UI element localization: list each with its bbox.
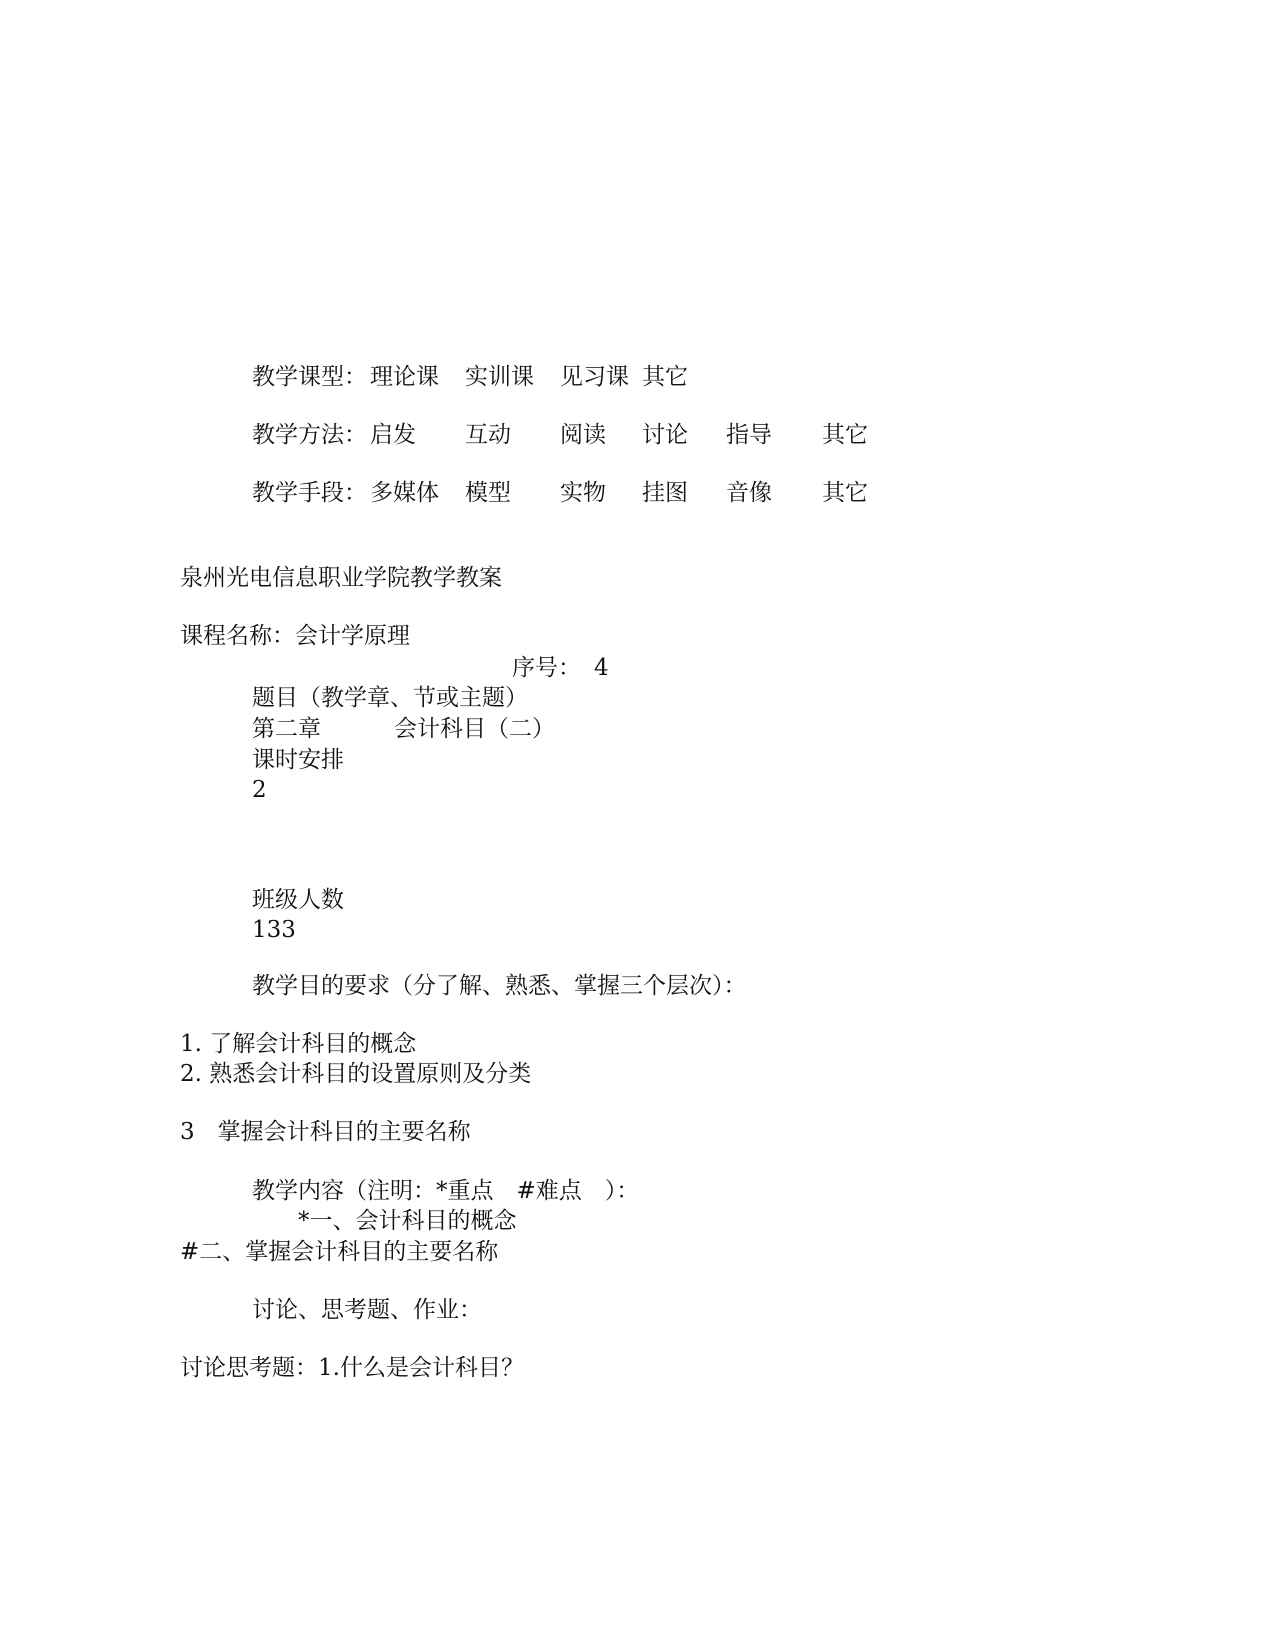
sequence-row xyxy=(512,653,712,683)
teaching-means-option: 实物 xyxy=(560,480,606,506)
topic-chapter: 第二章 xyxy=(252,716,321,742)
school-title: 泉州光电信息职业学院教学教案 xyxy=(180,565,502,591)
topic-label: 题目（教学章、节或主题） xyxy=(252,685,528,711)
course-type-label: 教学课型： xyxy=(252,364,367,390)
teaching-means-row xyxy=(252,478,952,508)
sequence-value: 4 xyxy=(594,655,609,681)
course-name: 课程名称：会计学原理 xyxy=(180,623,410,649)
objective-item: 3 掌握会计科目的主要名称 xyxy=(180,1119,471,1145)
course-type-row xyxy=(252,362,952,392)
hours-value: 2 xyxy=(252,777,267,803)
class-size-label: 班级人数 xyxy=(252,887,344,913)
objectives-heading: 教学目的要求（分了解、熟悉、掌握三个层次）： xyxy=(252,973,747,999)
topic-title: 会计科目（二） xyxy=(394,716,555,742)
content-heading: 教学内容（注明：*重点 #难点 ）： xyxy=(252,1178,640,1204)
topic-row xyxy=(252,714,652,744)
teaching-means-option: 音像 xyxy=(726,480,772,506)
course-type-option: 理论课 xyxy=(370,364,439,390)
discussion-question: 讨论思考题：1.什么是会计科目？ xyxy=(180,1355,524,1381)
course-type-option: 其它 xyxy=(642,364,688,390)
teaching-method-option: 讨论 xyxy=(642,422,688,448)
course-type-option: 实训课 xyxy=(465,364,534,390)
discussion-heading: 讨论、思考题、作业： xyxy=(252,1297,482,1323)
class-size-value: 133 xyxy=(252,917,296,943)
teaching-method-option: 其它 xyxy=(822,422,868,448)
teaching-method-option: 阅读 xyxy=(560,422,606,448)
content-item: *一、会计科目的概念 xyxy=(298,1208,517,1234)
course-type-option: 见习课 xyxy=(560,364,629,390)
teaching-means-option: 挂图 xyxy=(642,480,688,506)
teaching-method-option: 互动 xyxy=(465,422,511,448)
teaching-method-row xyxy=(252,420,952,450)
content-item: #二、掌握会计科目的主要名称 xyxy=(180,1239,499,1265)
teaching-means-option: 其它 xyxy=(822,480,868,506)
teaching-method-option: 启发 xyxy=(370,422,416,448)
teaching-means-option: 模型 xyxy=(465,480,511,506)
objective-item: 1. 了解会计科目的概念 xyxy=(180,1031,417,1057)
teaching-means-option: 多媒体 xyxy=(370,480,439,506)
sequence-label: 序号： xyxy=(512,655,581,681)
teaching-method-option: 指导 xyxy=(726,422,772,448)
hours-label: 课时安排 xyxy=(252,747,344,773)
teaching-method-label: 教学方法： xyxy=(252,422,367,448)
teaching-means-label: 教学手段： xyxy=(252,480,367,506)
objective-item: 2. 熟悉会计科目的设置原则及分类 xyxy=(180,1061,532,1087)
